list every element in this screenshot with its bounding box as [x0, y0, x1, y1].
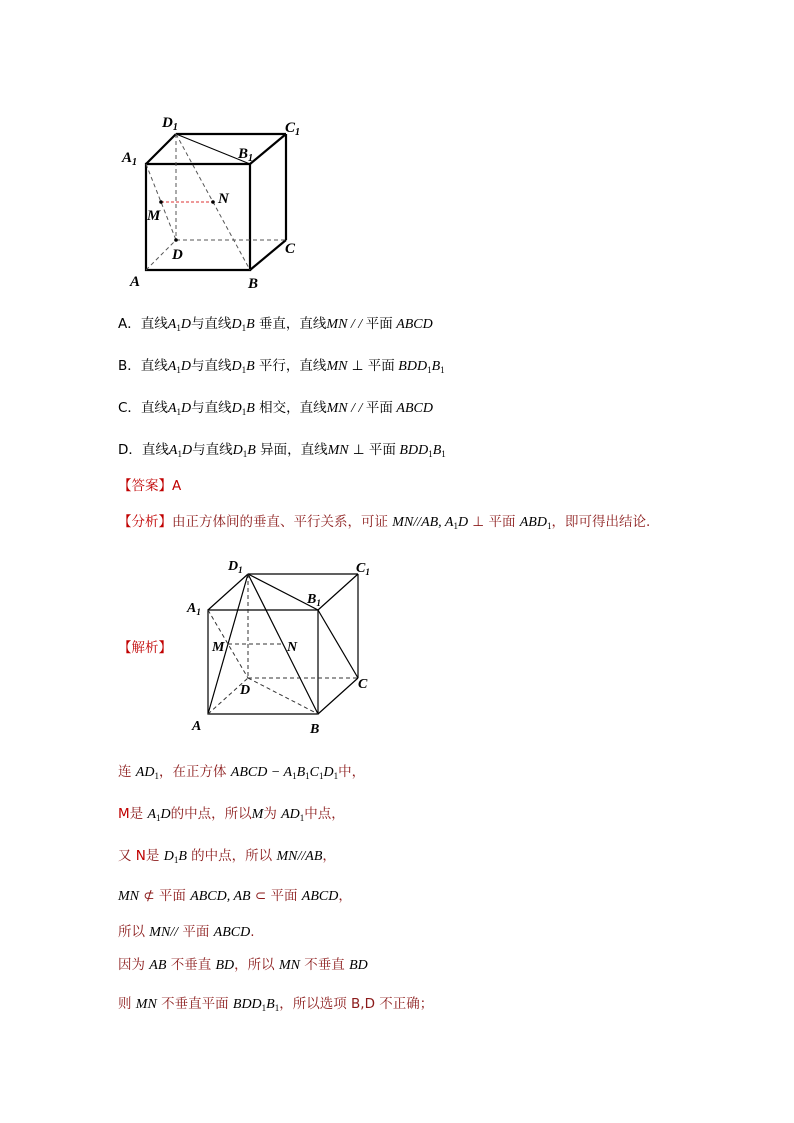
solution-tag: 【解析】 — [118, 640, 172, 656]
label-d: D — [172, 247, 183, 263]
edge2-c1b1 — [318, 574, 358, 610]
label-c1: $C_1$ — [285, 120, 301, 138]
label-n: N — [218, 191, 229, 207]
solution-tag-line — [118, 638, 172, 658]
solution-line-1: 连 $AD_1$，在正方体 ABCD − $A_1B_1C_1D_1$中， — [118, 764, 366, 781]
label-b1: $B_1$ — [238, 146, 254, 164]
option-c: C．直线$A_1D$与直线$D_1B$ 相交，直线MN / / 平面 ABCD — [118, 400, 433, 417]
label-m: M — [147, 208, 161, 224]
cube-figure-1 — [118, 108, 318, 293]
diag2-b1c — [318, 610, 358, 678]
edge-a1d1 — [146, 134, 176, 164]
label2-m: M — [212, 640, 225, 655]
label-d1: $D_1$ — [162, 115, 178, 133]
solution-line-5: 所以 MN// 平面 ABCD. — [118, 924, 255, 940]
label-a: A — [130, 274, 141, 290]
option-d: D．直线$A_1D$与直线$D_1B$ 异面，直线MN ⊥ 平面 $BDD_1B_1$ — [118, 442, 446, 459]
edge2-db — [248, 678, 318, 714]
front-face-2 — [208, 610, 318, 714]
edge-cb — [250, 240, 286, 270]
solution-line-7: 则 MN 不垂直平面 $BDD_1B_1$，所以选项 B,D 不正确； — [118, 996, 434, 1013]
answer-tag: 【答案】 — [118, 478, 172, 494]
edge-c1b1 — [250, 134, 286, 164]
label2-a1: $A_1$ — [187, 601, 201, 617]
label2-d: D — [240, 683, 251, 698]
label2-d1: $D_1$ — [228, 559, 243, 575]
edge2-a1d1 — [208, 574, 248, 610]
point-m — [159, 200, 163, 204]
label2-n: N — [287, 640, 298, 655]
label2-b: B — [310, 722, 320, 737]
solution-line-4: MN ⊄ 平面 ABCD, AB ⊂ 平面 ABCD， — [118, 888, 352, 904]
label2-a: A — [192, 719, 202, 734]
option-a: A．直线$A_1D$与直线$D_1B$ 垂直，直线MN / / 平面 ABCD — [118, 316, 433, 333]
cube-figure-2 — [186, 552, 386, 742]
label2-c1: $C_1$ — [356, 561, 370, 577]
analysis-tag: 【分析】 — [118, 514, 172, 530]
cube-diagram-1 — [118, 108, 318, 293]
label-a1: $A_1$ — [122, 150, 138, 168]
label-c: C — [285, 241, 296, 257]
answer-value: A — [172, 478, 182, 494]
label2-c: C — [358, 677, 368, 692]
solution-line-2: M是 $A_1D$的中点，所以M为 $AD_1$中点， — [118, 806, 345, 823]
point-d — [174, 238, 178, 242]
point-n — [211, 200, 215, 204]
solution-line-3: 又 N是 $D_1B$ 的中点，所以 MN//AB， — [118, 848, 336, 865]
edge2-cb — [318, 678, 358, 714]
label2-b1: $B_1$ — [307, 592, 321, 608]
answer-line — [118, 476, 181, 496]
cube-diagram-2 — [186, 552, 386, 742]
analysis-line: 【分析】由正方体间的垂直、平行关系，可证 MN//AB, $A_1D$ ⊥ 平面 $ABD_1$，即可得出结论. — [118, 514, 651, 531]
label-b: B — [248, 276, 259, 292]
option-b: B．直线$A_1D$与直线$D_1B$ 平行，直线MN ⊥ 平面 $BDD_1B_1$ — [118, 358, 445, 375]
solution-line-6: 因为 AB 不垂直 BD，所以 MN 不垂直 BD — [118, 957, 368, 973]
